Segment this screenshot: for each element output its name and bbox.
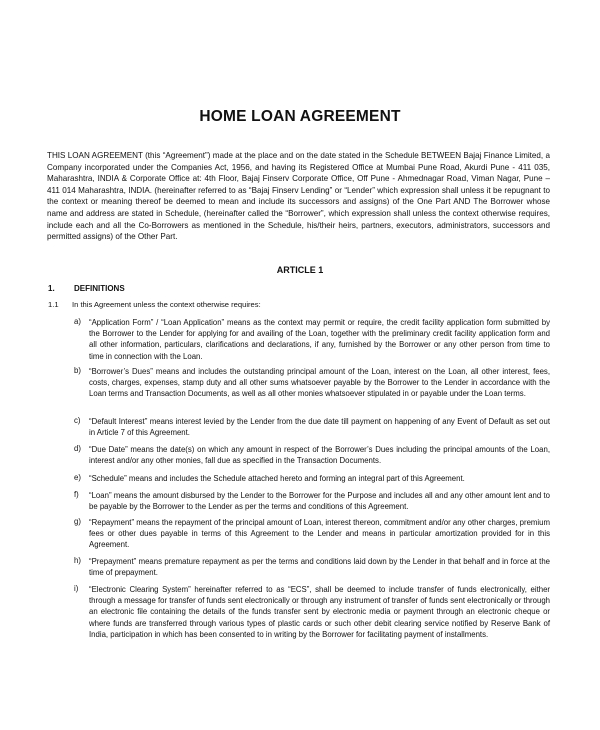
article-heading: ARTICLE 1 [276, 265, 324, 275]
section-number: 1. [48, 284, 55, 293]
definition-text: “Repayment” means the repayment of the principal amount of Loan, interest thereon, commitment and/or any other charges, premium fees or other dues payable in terms of this Agreement to the Lender and means in particular amortization provided for in this Agreement. [89, 518, 550, 550]
definition-text: “Electronic Clearing System” hereinafter referred to as “ECS”, shall be deemed to include transfer of funds electronically, either through a message for transfer of funds sent electronically or through any instrument of transfer of funds sent electronically or through an electronic file containing the details of the funds transfer sent by electronic media or payment through an electronic cheque or where funds are transferred through various types of plastic cards or such other debit clearing service notified by Reserve Bank of India, participation in which has been consented to in writing by the Borrower for facilitating payment of installments. [89, 585, 550, 639]
definition-letter: b) [74, 366, 81, 375]
definition-text: “Schedule” means and includes the Schedule attached hereto and forming an integral part of this Agreement. [89, 474, 465, 483]
definition-letter: f) [74, 490, 79, 499]
definition-letter: i) [74, 584, 79, 593]
definition-text: “Prepayment” means premature repayment as per the terms and conditions laid down by the Lender in that behalf and in force at the time of prepayment. [89, 557, 550, 578]
definition-text: “Loan” means the amount disbursed by the Lender to the Borrower for the Purpose and includes all and any other amount lent and to be payable by the Borrower to the Lender as per the terms and conditions of this Agreement. [89, 491, 550, 512]
definition-letter: h) [74, 556, 81, 565]
definition-letter: c) [74, 416, 81, 425]
intro-paragraph: THIS LOAN AGREEMENT (this “Agreement”) made at the place and on the date stated in the Schedule BETWEEN Bajaj Finance Limited, a Company incorporated under the Companies Act, 1956, and having its Registered Office at Mumbai Pune Road, Akurdi Pune - 411 035, Maharashtra, INDIA & Corporate Office at: 4th Floor, Bajaj Finserv Corporate Office, Off Pune - Ahmednagar Road, Viman Nagar, Pune – 411 014 Maharashtra, INDIA. (hereinafter referred to as “Bajaj Finserv Lending” or “Lender” which expression shall unless it be repugnant to the context or meaning thereof be deemed to mean and include its successors and assigns) of the One Part AND The Borrower whose name and address are stated in Schedule, (hereinafter called the “Borrower”, which expression shall unless the context otherwise requires, include each and all the Co-Borrowers as mentioned in the Schedule, his/their heirs, partners, executors, administrators, successors and permitted assigns) of the Other Part. [47, 151, 550, 242]
definition-text: “Due Date” means the date(s) on which any amount in respect of the Borrower’s Dues including the principal amounts of the Loan, interest and/or any other monies, fall due as specified in the Transaction Documents. [89, 445, 550, 466]
definition-text: “Default Interest” means interest levied by the Lender from the due date till payment on happening of any Event of Default as set out in Article 7 of this Agreement. [89, 417, 550, 438]
subsection-number: 1.1 [48, 300, 59, 309]
section-title: DEFINITIONS [74, 284, 125, 293]
definition-text: “Application Form” / “Loan Application” means as the context may permit or require, the credit facility application form submitted by the Borrower to the Lender for applying for and availing of the Loan, together with the preliminary credit facility application form and all other information, particulars, clarifications and declarations, if any, furnished by the Borrower or any other person from time to time in connection with the Loan. [89, 318, 550, 361]
definition-letter: g) [74, 517, 81, 526]
definition-letter: e) [74, 473, 81, 482]
subsection-text: In this Agreement unless the context otherwise requires: [72, 300, 261, 309]
document-title: HOME LOAN AGREEMENT [199, 108, 401, 125]
definition-text: “Borrower’s Dues” means and includes the outstanding principal amount of the Loan, interest on the Loan, all other interest, fees, costs, charges, expenses, stamp duty and all other sums whatsoever payable by the Borrower to the Lender in accordance with the Loan terms and Transaction Documents, as well as all other monies whatsoever stipulated in or payable under the Loan terms. [89, 367, 550, 399]
definition-letter: a) [74, 317, 81, 326]
definition-letter: d) [74, 444, 81, 453]
